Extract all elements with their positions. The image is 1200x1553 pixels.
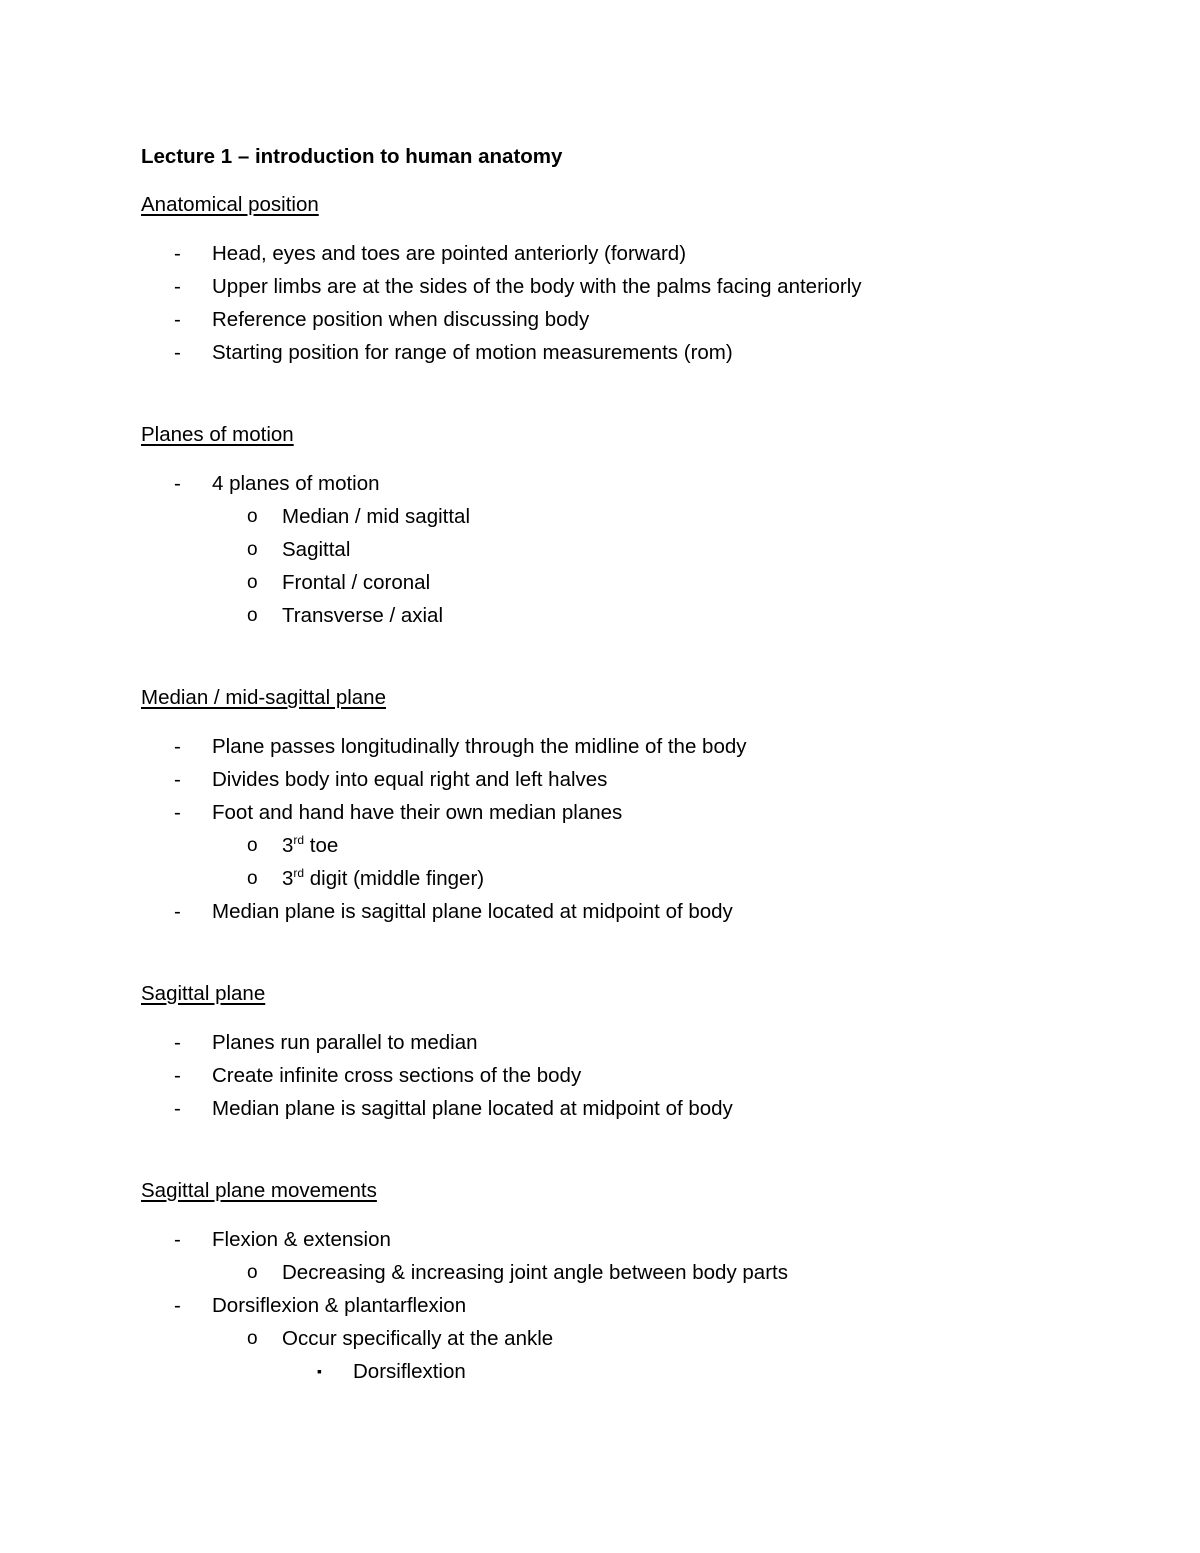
list-item-text: Frontal / coronal <box>282 571 431 594</box>
list-item <box>141 467 1101 500</box>
sub-sub-list-item <box>141 1355 1101 1388</box>
list-item <box>141 237 1101 270</box>
section-list-median-plane <box>141 730 1101 928</box>
circle-bullet: o <box>247 572 258 593</box>
section-list-planes-of-motion <box>141 467 1101 632</box>
dash-bullet: - <box>174 275 181 298</box>
section-heading-anatomical-position: Anatomical position <box>141 193 319 216</box>
circle-bullet: o <box>247 868 258 889</box>
section-list-sagittal-plane <box>141 1026 1101 1125</box>
ordinal-number: 3 <box>282 834 294 857</box>
square-bullet: ▪ <box>317 1363 322 1379</box>
circle-bullet: o <box>247 605 258 626</box>
list-item-text: toe <box>309 834 339 857</box>
list-item-text: digit (middle finger) <box>309 867 485 890</box>
dash-bullet: - <box>174 801 181 824</box>
dash-bullet: - <box>174 1031 181 1054</box>
ordinal-suffix: rd <box>293 866 305 880</box>
circle-bullet: o <box>247 1262 258 1283</box>
list-item-text: Upper limbs are at the sides of the body with the palms facing anteriorly <box>212 275 862 298</box>
list-item <box>141 763 1101 796</box>
list-item <box>141 1289 1101 1322</box>
list-item-text: Divides body into equal right and left halves <box>212 768 608 791</box>
list-item <box>141 1026 1101 1059</box>
list-item <box>141 1059 1101 1092</box>
list-item-text: Median plane is sagittal plane located at midpoint of body <box>212 900 733 923</box>
section-list-sagittal-plane-movements <box>141 1223 1101 1388</box>
dash-bullet: - <box>174 242 181 265</box>
section-heading-sagittal-plane-movements: Sagittal plane movements <box>141 1179 377 1202</box>
section-heading-median-plane: Median / mid-sagittal plane <box>141 686 386 709</box>
list-item-text: Flexion & extension <box>212 1228 391 1251</box>
list-item-text: Plane passes longitudinally through the midline of the body <box>212 735 747 758</box>
list-item-text: Decreasing & increasing joint angle between body parts <box>282 1261 788 1284</box>
dash-bullet: - <box>174 472 181 495</box>
list-item-text: Sagittal <box>282 538 351 561</box>
sub-list-item <box>141 566 1101 599</box>
dash-bullet: - <box>174 900 181 923</box>
circle-bullet: o <box>247 835 258 856</box>
list-item-text: Reference position when discussing body <box>212 308 590 331</box>
list-item <box>141 1092 1101 1125</box>
sub-list-item <box>141 533 1101 566</box>
list-item-text: Transverse / axial <box>282 604 444 627</box>
list-item <box>141 303 1101 336</box>
section-spacer <box>141 632 1101 681</box>
dash-bullet: - <box>174 1064 181 1087</box>
section-spacer <box>141 369 1101 418</box>
dash-bullet: - <box>174 308 181 331</box>
ordinal-number: 3 <box>282 867 294 890</box>
list-item-text: Dorsiflextion <box>353 1360 466 1383</box>
circle-bullet: o <box>247 1328 258 1349</box>
sub-list-item <box>141 599 1101 632</box>
list-item <box>141 270 1101 303</box>
dash-bullet: - <box>174 1294 181 1317</box>
dash-bullet: - <box>174 735 181 758</box>
section-list-anatomical-position <box>141 237 1101 369</box>
list-item-text: Median / mid sagittal <box>282 505 471 528</box>
list-item <box>141 895 1101 928</box>
list-item <box>141 1223 1101 1256</box>
dash-bullet: - <box>174 1228 181 1251</box>
list-item-text: Median plane is sagittal plane located at midpoint of body <box>212 1097 733 1120</box>
document-page <box>141 140 1101 1388</box>
section-spacer <box>141 1125 1101 1174</box>
sub-list-item <box>141 829 1101 862</box>
dash-bullet: - <box>174 341 181 364</box>
sub-list-item <box>141 1256 1101 1289</box>
section-heading-sagittal-plane: Sagittal plane <box>141 982 266 1005</box>
list-item-text: Planes run parallel to median <box>212 1031 478 1054</box>
list-item-text: Occur specifically at the ankle <box>282 1327 554 1350</box>
sub-list-item <box>141 500 1101 533</box>
section-heading-planes-of-motion: Planes of motion <box>141 423 294 446</box>
sub-list-item <box>141 862 1101 895</box>
circle-bullet: o <box>247 506 258 527</box>
dash-bullet: - <box>174 1097 181 1120</box>
list-item-text: 4 planes of motion <box>212 472 380 495</box>
list-item <box>141 796 1101 829</box>
sub-list-item <box>141 1322 1101 1355</box>
list-item-text: Starting position for range of motion measurements (rom) <box>212 341 733 364</box>
list-item <box>141 336 1101 369</box>
ordinal-suffix: rd <box>293 833 305 847</box>
circle-bullet: o <box>247 539 258 560</box>
dash-bullet: - <box>174 768 181 791</box>
list-item-text: Create infinite cross sections of the body <box>212 1064 582 1087</box>
document-title: Lecture 1 – introduction to human anatomy <box>141 145 563 168</box>
section-spacer <box>141 928 1101 977</box>
list-item-text: Dorsiflexion & plantarflexion <box>212 1294 467 1317</box>
list-item-text: Head, eyes and toes are pointed anteriorly (forward) <box>212 242 687 265</box>
list-item <box>141 730 1101 763</box>
list-item-text: Foot and hand have their own median planes <box>212 801 623 824</box>
